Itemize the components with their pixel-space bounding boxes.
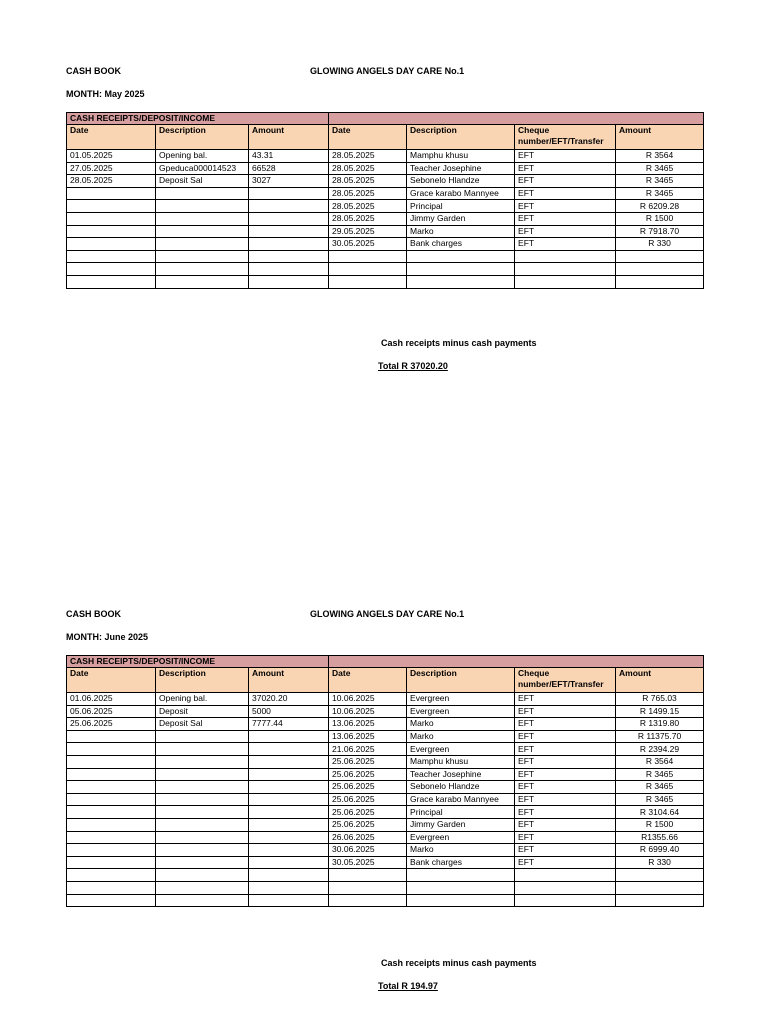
- table-cell: [67, 238, 156, 251]
- table-cell: Marko: [407, 718, 515, 731]
- table-cell: Grace karabo Mannyee: [407, 187, 515, 200]
- table-cell: EFT: [515, 175, 616, 188]
- table-cell: [67, 200, 156, 213]
- table-cell: EFT: [515, 238, 616, 251]
- table-cell: Deposit Sal: [156, 718, 249, 731]
- table-cell: [515, 275, 616, 288]
- table-cell: [249, 844, 329, 857]
- table-cell: [67, 212, 156, 225]
- table-row: [67, 175, 704, 188]
- table-cell: R 11375.70: [616, 730, 704, 743]
- table-cell: [329, 263, 407, 276]
- table-cell: EFT: [515, 150, 616, 163]
- table-cell: [249, 768, 329, 781]
- table-cell: [156, 755, 249, 768]
- table-cell: [156, 743, 249, 756]
- column-header: Date: [329, 125, 407, 150]
- table-row: [67, 238, 704, 251]
- table-cell: EFT: [515, 844, 616, 857]
- table-cell: EFT: [515, 225, 616, 238]
- table-cell: [156, 806, 249, 819]
- table-cell: [67, 856, 156, 869]
- table-cell: [329, 275, 407, 288]
- table-cell: [67, 755, 156, 768]
- cashbook-table: [66, 655, 704, 907]
- table-cell: EFT: [515, 693, 616, 706]
- table-cell: Bank charges: [407, 856, 515, 869]
- table-row: [67, 831, 704, 844]
- summary-total: Total R 37020.20: [378, 361, 448, 371]
- table-cell: [249, 250, 329, 263]
- table-cell: 05.06.2025: [67, 705, 156, 718]
- receipts-title: CASH RECEIPTS/DEPOSIT/INCOME: [67, 113, 329, 125]
- table-cell: [67, 743, 156, 756]
- table-cell: [67, 730, 156, 743]
- table-cell: Sebonelo Hlandze: [407, 175, 515, 188]
- table-cell: R 3564: [616, 150, 704, 163]
- table-row: [67, 225, 704, 238]
- table-cell: 30.06.2025: [329, 844, 407, 857]
- cash-book-label: CASH BOOK: [66, 66, 122, 76]
- table-cell: 28.05.2025: [329, 162, 407, 175]
- table-cell: [156, 250, 249, 263]
- table-row: [67, 718, 704, 731]
- table-cell: Principal: [407, 200, 515, 213]
- table-cell: Marko: [407, 844, 515, 857]
- table-cell: R 3465: [616, 162, 704, 175]
- table-cell: EFT: [515, 718, 616, 731]
- table-cell: [515, 869, 616, 882]
- table-cell: 28.05.2025: [329, 150, 407, 163]
- table-cell: 43.31: [249, 150, 329, 163]
- table-cell: Bank charges: [407, 238, 515, 251]
- table-cell: [616, 869, 704, 882]
- table-cell: R 330: [616, 238, 704, 251]
- table-cell: Mamphu khusu: [407, 755, 515, 768]
- table-cell: [67, 806, 156, 819]
- table-cell: [67, 818, 156, 831]
- table-cell: Opening bal.: [156, 693, 249, 706]
- table-cell: [156, 781, 249, 794]
- table-cell: [156, 818, 249, 831]
- table-row: [67, 150, 704, 163]
- table-row: [67, 730, 704, 743]
- table-cell: [329, 250, 407, 263]
- table-row: [67, 693, 704, 706]
- table-cell: 27.05.2025: [67, 162, 156, 175]
- table-cell: 66528: [249, 162, 329, 175]
- table-cell: [329, 881, 407, 894]
- table-row: [67, 844, 704, 857]
- table-cell: 25.06.2025: [329, 755, 407, 768]
- table-cell: Mamphu khusu: [407, 150, 515, 163]
- table-cell: 13.06.2025: [329, 730, 407, 743]
- table-cell: 25.06.2025: [329, 781, 407, 794]
- table-cell: [156, 730, 249, 743]
- table-cell: Evergreen: [407, 705, 515, 718]
- summary-label: Cash receipts minus cash payments: [381, 338, 537, 348]
- column-header: Amount: [616, 125, 704, 150]
- table-row: [67, 187, 704, 200]
- table-cell: 29.05.2025: [329, 225, 407, 238]
- table-cell: [249, 856, 329, 869]
- table-cell: R 1319.80: [616, 718, 704, 731]
- table-cell: [156, 263, 249, 276]
- table-cell: R 6209.28: [616, 200, 704, 213]
- table-cell: EFT: [515, 818, 616, 831]
- table-cell: [329, 869, 407, 882]
- column-header: Date: [329, 668, 407, 693]
- table-cell: 28.05.2025: [67, 175, 156, 188]
- table-cell: EFT: [515, 212, 616, 225]
- table-cell: Principal: [407, 806, 515, 819]
- table-cell: [249, 743, 329, 756]
- table-cell: R 3465: [616, 768, 704, 781]
- table-row: [67, 869, 704, 882]
- table-cell: R 3465: [616, 793, 704, 806]
- table-cell: R 3564: [616, 755, 704, 768]
- table-cell: 25.06.2025: [329, 768, 407, 781]
- table-cell: [249, 730, 329, 743]
- table-cell: [515, 894, 616, 907]
- column-header: Cheque number/EFT/Transfer: [515, 125, 616, 150]
- table-cell: [67, 831, 156, 844]
- column-header: Date: [67, 125, 156, 150]
- table-cell: EFT: [515, 187, 616, 200]
- summary-total: Total R 194.97: [378, 981, 438, 991]
- table-cell: EFT: [515, 806, 616, 819]
- table-cell: [156, 793, 249, 806]
- table-cell: [407, 869, 515, 882]
- table-cell: R 1500: [616, 212, 704, 225]
- month-label: MONTH: June 2025: [66, 632, 149, 642]
- table-cell: [156, 200, 249, 213]
- table-cell: [407, 250, 515, 263]
- table-cell: [249, 831, 329, 844]
- table-cell: R 3465: [616, 781, 704, 794]
- table-cell: [67, 844, 156, 857]
- table-cell: 25.06.2025: [67, 718, 156, 731]
- column-header: Date: [67, 668, 156, 693]
- table-cell: Grace karabo Mannyee: [407, 793, 515, 806]
- table-cell: [156, 768, 249, 781]
- table-cell: EFT: [515, 755, 616, 768]
- table-row: [67, 250, 704, 263]
- table-cell: 28.05.2025: [329, 200, 407, 213]
- table-cell: 13.06.2025: [329, 718, 407, 731]
- table-cell: EFT: [515, 831, 616, 844]
- table-cell: 37020.20: [249, 693, 329, 706]
- table-cell: [616, 275, 704, 288]
- table-cell: 10.06.2025: [329, 693, 407, 706]
- table-cell: 7777.44: [249, 718, 329, 731]
- table-cell: [156, 856, 249, 869]
- table-cell: EFT: [515, 781, 616, 794]
- table-cell: [249, 806, 329, 819]
- table-cell: Teacher Josephine: [407, 768, 515, 781]
- table-cell: Sebonelo Hlandze: [407, 781, 515, 794]
- column-header: Description: [156, 125, 249, 150]
- table-cell: 5000: [249, 705, 329, 718]
- column-header: Amount: [616, 668, 704, 693]
- table-cell: Evergreen: [407, 831, 515, 844]
- company-name: GLOWING ANGELS DAY CARE No.1: [310, 66, 465, 76]
- table-cell: EFT: [515, 768, 616, 781]
- table-cell: [156, 187, 249, 200]
- table-cell: [249, 212, 329, 225]
- table-cell: [67, 781, 156, 794]
- table-cell: [249, 238, 329, 251]
- table-cell: [407, 894, 515, 907]
- table-cell: [249, 894, 329, 907]
- table-cell: [249, 755, 329, 768]
- table-cell: 25.06.2025: [329, 818, 407, 831]
- table-cell: [249, 781, 329, 794]
- table-cell: 30.05.2025: [329, 856, 407, 869]
- table-cell: [249, 818, 329, 831]
- table-cell: [249, 263, 329, 276]
- table-cell: 25.06.2025: [329, 806, 407, 819]
- table-row: [67, 781, 704, 794]
- table-cell: Jimmy Garden: [407, 212, 515, 225]
- summary-label: Cash receipts minus cash payments: [381, 958, 537, 968]
- table-row: [67, 793, 704, 806]
- payments-title-cell: [329, 113, 704, 125]
- table-cell: [156, 844, 249, 857]
- table-row: [67, 768, 704, 781]
- table-cell: [67, 793, 156, 806]
- table-cell: Jimmy Garden: [407, 818, 515, 831]
- table-cell: [249, 793, 329, 806]
- table-row: [67, 212, 704, 225]
- table-cell: [67, 881, 156, 894]
- table-cell: [156, 275, 249, 288]
- table-cell: [249, 187, 329, 200]
- table-row: [67, 263, 704, 276]
- table-cell: 28.05.2025: [329, 175, 407, 188]
- company-name: GLOWING ANGELS DAY CARE No.1: [310, 609, 465, 619]
- table-cell: [156, 831, 249, 844]
- table-cell: [67, 263, 156, 276]
- table-cell: Gpeduca000014523: [156, 162, 249, 175]
- table-row: [67, 162, 704, 175]
- column-header: Description: [156, 668, 249, 693]
- table-cell: [616, 881, 704, 894]
- table-row: [67, 894, 704, 907]
- table-cell: Deposit: [156, 705, 249, 718]
- table-cell: Opening bal.: [156, 150, 249, 163]
- table-cell: 01.05.2025: [67, 150, 156, 163]
- cashbook-table: [66, 112, 704, 289]
- column-header: Description: [407, 668, 515, 693]
- table-cell: [67, 225, 156, 238]
- table-cell: EFT: [515, 730, 616, 743]
- table-cell: [515, 263, 616, 276]
- table-cell: 3027: [249, 175, 329, 188]
- table-cell: R1355.66: [616, 831, 704, 844]
- table-cell: [156, 238, 249, 251]
- table-row: [67, 806, 704, 819]
- table-cell: [249, 275, 329, 288]
- table-cell: 30.05.2025: [329, 238, 407, 251]
- table-cell: 01.06.2025: [67, 693, 156, 706]
- table-cell: 21.06.2025: [329, 743, 407, 756]
- table-cell: [616, 263, 704, 276]
- table-cell: Marko: [407, 225, 515, 238]
- table-cell: R 7918.70: [616, 225, 704, 238]
- table-cell: R 765.03: [616, 693, 704, 706]
- column-header: Amount: [249, 668, 329, 693]
- table-cell: 10.06.2025: [329, 705, 407, 718]
- table-cell: [67, 250, 156, 263]
- table-row: [67, 275, 704, 288]
- table-cell: [407, 263, 515, 276]
- table-cell: [156, 881, 249, 894]
- table-cell: Evergreen: [407, 693, 515, 706]
- table-cell: [67, 768, 156, 781]
- table-cell: [249, 869, 329, 882]
- table-cell: [407, 881, 515, 894]
- table-cell: EFT: [515, 200, 616, 213]
- table-cell: R 6999.40: [616, 844, 704, 857]
- table-cell: R 1499.15: [616, 705, 704, 718]
- table-cell: 25.06.2025: [329, 793, 407, 806]
- table-cell: [67, 869, 156, 882]
- table-cell: Teacher Josephine: [407, 162, 515, 175]
- table-cell: Marko: [407, 730, 515, 743]
- table-cell: Deposit Sal: [156, 175, 249, 188]
- table-cell: [616, 894, 704, 907]
- table-cell: [249, 881, 329, 894]
- table-cell: EFT: [515, 162, 616, 175]
- month-label: MONTH: May 2025: [66, 89, 145, 99]
- table-cell: [249, 225, 329, 238]
- table-cell: 26.06.2025: [329, 831, 407, 844]
- table-cell: [515, 250, 616, 263]
- table-cell: [249, 200, 329, 213]
- table-cell: R 2394.29: [616, 743, 704, 756]
- table-cell: [515, 881, 616, 894]
- cash-book-label: CASH BOOK: [66, 609, 122, 619]
- table-cell: 28.05.2025: [329, 212, 407, 225]
- table-cell: EFT: [515, 705, 616, 718]
- receipts-title: CASH RECEIPTS/DEPOSIT/INCOME: [67, 656, 329, 668]
- table-cell: [329, 894, 407, 907]
- table-row: [67, 755, 704, 768]
- table-cell: Evergreen: [407, 743, 515, 756]
- table-row: [67, 856, 704, 869]
- table-cell: [156, 225, 249, 238]
- table-cell: R 3465: [616, 175, 704, 188]
- table-row: [67, 881, 704, 894]
- column-header: Amount: [249, 125, 329, 150]
- payments-title-cell: [329, 656, 704, 668]
- table-cell: EFT: [515, 856, 616, 869]
- table-cell: EFT: [515, 793, 616, 806]
- column-header: Description: [407, 125, 515, 150]
- table-cell: [156, 212, 249, 225]
- table-cell: R 1500: [616, 818, 704, 831]
- table-row: [67, 200, 704, 213]
- table-cell: R 3465: [616, 187, 704, 200]
- table-cell: [67, 894, 156, 907]
- column-header: Cheque number/EFT/Transfer: [515, 668, 616, 693]
- table-cell: [616, 250, 704, 263]
- table-row: [67, 705, 704, 718]
- table-cell: 28.05.2025: [329, 187, 407, 200]
- table-cell: R 3104.64: [616, 806, 704, 819]
- table-row: [67, 818, 704, 831]
- table-cell: [156, 869, 249, 882]
- table-cell: [156, 894, 249, 907]
- table-cell: [407, 275, 515, 288]
- table-cell: EFT: [515, 743, 616, 756]
- table-cell: [67, 187, 156, 200]
- table-cell: [67, 275, 156, 288]
- table-row: [67, 743, 704, 756]
- table-cell: R 330: [616, 856, 704, 869]
